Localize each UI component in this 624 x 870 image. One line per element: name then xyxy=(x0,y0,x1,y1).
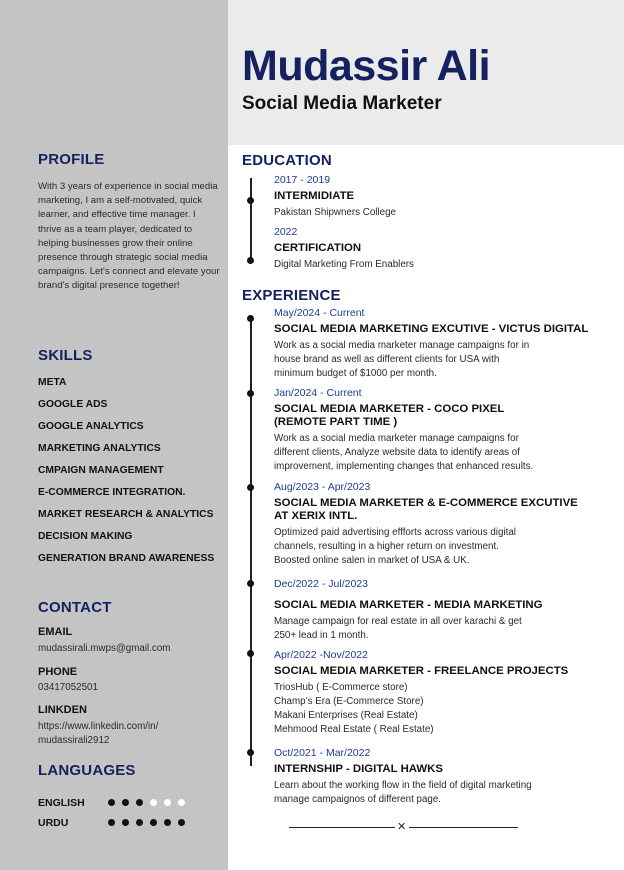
linkedin-url-line2[interactable]: mudassirali2912 xyxy=(38,735,110,746)
entry-desc xyxy=(274,526,610,568)
level-dot-filled xyxy=(108,799,115,806)
entry-date: 2022 xyxy=(274,226,298,238)
entry-title: INTERNSHIP - DIGITAL HAWKS xyxy=(274,763,443,775)
skill-item: MARKET RESEARCH & ANALYTICS xyxy=(38,509,214,520)
footer-x-icon: ✕ xyxy=(397,821,407,833)
entry-title-line: SOCIAL MEDIA MARKETER - COCO PIXEL xyxy=(274,403,505,415)
timeline-dot xyxy=(247,257,254,264)
level-dot-filled xyxy=(150,819,157,826)
entry-title: SOCIAL MEDIA MARKETER - FREELANCE PROJECTS xyxy=(274,665,569,677)
entry-title-line: SOCIAL MEDIA MARKETER & E-COMMERCE EXCUTIVE xyxy=(274,497,578,509)
entry-title: CERTIFICATION xyxy=(274,242,362,254)
entry-desc-line: improvement, implementing changes that enhanced results. xyxy=(274,461,534,472)
contact-title: CONTACT xyxy=(38,599,112,616)
entry-desc-line: manage campaignos of different page. xyxy=(274,794,442,805)
level-dot-filled xyxy=(178,819,185,826)
entry-desc-line: different clients, Analyze website data to identify areas of xyxy=(274,447,520,458)
entry-date: Dec/2022 - Jul/2023 xyxy=(274,578,368,590)
entry-date: Apr/2022 -Nov/2022 xyxy=(274,649,368,661)
timeline-dot xyxy=(247,315,254,322)
skills-title: SKILLS xyxy=(38,347,93,364)
level-dot-empty xyxy=(164,799,171,806)
entry-desc xyxy=(274,779,610,807)
level-dot-empty xyxy=(150,799,157,806)
experience-entry xyxy=(274,648,610,737)
skill-item: CMPAIGN MANAGEMENT xyxy=(38,465,164,476)
entry-title: SOCIAL MEDIA MARKETER - MEDIA MARKETING xyxy=(274,599,543,611)
skill-item: DECISION MAKING xyxy=(38,531,133,542)
entry-desc xyxy=(274,339,610,381)
phone-value[interactable]: 03417052501 xyxy=(38,682,98,693)
education-entry xyxy=(274,173,610,220)
languages-title: LANGUAGES xyxy=(38,762,136,779)
phone-label: PHONE xyxy=(38,666,78,678)
level-dot-filled xyxy=(108,819,115,826)
timeline-dot xyxy=(247,749,254,756)
language-level-dots xyxy=(108,799,185,806)
language-name: ENGLISH xyxy=(38,797,85,809)
experience-entry xyxy=(274,577,610,643)
education-timeline-line xyxy=(250,178,252,262)
level-dot-empty xyxy=(178,799,185,806)
entry-desc-line: minimum budget of $1000 per month. xyxy=(274,368,437,379)
email-label: EMAIL xyxy=(38,626,73,638)
footer-divider-right xyxy=(409,827,518,828)
entry-desc-line: Work as a social media marketer manage campaigns for in xyxy=(274,340,530,351)
education-title: EDUCATION xyxy=(242,152,332,169)
entry-title-line: (REMOTE PART TIME ) xyxy=(274,416,398,428)
resume-role: Social Media Marketer xyxy=(242,93,442,114)
language-level-dots xyxy=(108,819,185,826)
skill-item: MARKETING ANALYTICS xyxy=(38,443,161,454)
entry-desc-line: Boosted online salen in market of USA & UK. xyxy=(274,555,470,566)
entry-desc-line: TriosHub ( E-Commerce store) xyxy=(274,682,408,693)
experience-timeline-line xyxy=(250,318,252,766)
entry-desc-line: Mehmood Real Estate ( Real Estate) xyxy=(274,724,434,735)
entry-date: 2017 - 2019 xyxy=(274,174,331,186)
experience-entry xyxy=(274,746,610,807)
level-dot-filled xyxy=(122,799,129,806)
profile-text: With 3 years of experience in social media marketing, I am a self-motivated, quick learner, and effective time manager. I thrive as a team player, dedicated to helping businesses grow their online presence through strategic social media campaigns. Let's connect and elevate your brand's digital presence together! xyxy=(38,181,220,292)
entry-desc: Pakistan Shipwners College xyxy=(274,207,396,218)
skill-item: GOOGLE ADS xyxy=(38,399,108,410)
entry-desc-line: Learn about the working flow in the field of digital marketing xyxy=(274,780,532,791)
entry-desc-line: Optimized paid advertising effforts across various digital xyxy=(274,527,516,538)
entry-title: INTERMIDIATE xyxy=(274,190,355,202)
entry-desc xyxy=(274,615,610,643)
skill-item: META xyxy=(38,377,67,388)
timeline-dot xyxy=(247,197,254,204)
entry-date: May/2024 - Current xyxy=(274,307,365,319)
profile-title: PROFILE xyxy=(38,151,105,168)
entry-desc xyxy=(274,432,610,474)
level-dot-filled xyxy=(136,819,143,826)
skill-item: GENERATION BRAND AWARENESS xyxy=(38,553,215,564)
entry-desc-line: Champ’s Era (E-Commerce Store) xyxy=(274,696,424,707)
entry-desc: Digital Marketing From Enablers xyxy=(274,259,414,270)
entry-desc-line: Work as a social media marketer manage campaigns for xyxy=(274,433,519,444)
entry-desc-line: 250+ lead in 1 month. xyxy=(274,630,369,641)
experience-entry xyxy=(274,306,610,381)
experience-entry xyxy=(274,386,610,474)
entry-desc-line: Makani Enterprises (Real Estate) xyxy=(274,710,418,721)
level-dot-filled xyxy=(164,819,171,826)
entry-title xyxy=(274,497,610,523)
language-name: URDU xyxy=(38,817,69,829)
entry-date: Oct/2021 - Mar/2022 xyxy=(274,747,371,759)
resume-name: Mudassir Ali xyxy=(242,42,491,90)
experience-title: EXPERIENCE xyxy=(242,287,341,304)
entry-title xyxy=(274,403,610,429)
entry-title-line: AT XERIX INTL. xyxy=(274,510,358,522)
timeline-dot xyxy=(247,650,254,657)
skill-item: GOOGLE ANALYTICS xyxy=(38,421,144,432)
experience-entry xyxy=(274,480,610,568)
entry-date: Aug/2023 - Apr/2023 xyxy=(274,481,371,493)
entry-desc-line: house brand as well as different clients for USA with xyxy=(274,354,500,365)
entry-title: SOCIAL MEDIA MARKETING EXCUTIVE - VICTUS DIGITAL xyxy=(274,323,589,335)
entry-date: Jan/2024 - Current xyxy=(274,387,362,399)
timeline-dot xyxy=(247,484,254,491)
linkedin-url-line1[interactable]: https://www.linkedin.com/in/ xyxy=(38,721,159,732)
linkedin-label: LINKDEN xyxy=(38,704,87,716)
level-dot-filled xyxy=(122,819,129,826)
timeline-dot xyxy=(247,390,254,397)
email-value[interactable]: mudassirali.mwps@gmail.com xyxy=(38,643,171,654)
entry-desc-line: Manage campaign for real estate in all over karachi & get xyxy=(274,616,522,627)
entry-desc-line: channels, resulting in a higher return on investment. xyxy=(274,541,499,552)
skills-list xyxy=(38,377,214,575)
entry-desc xyxy=(274,681,610,737)
footer-divider-left xyxy=(289,827,395,828)
timeline-dot xyxy=(247,580,254,587)
level-dot-filled xyxy=(136,799,143,806)
education-entry xyxy=(274,225,610,272)
skill-item: E-COMMERCE INTEGRATION. xyxy=(38,487,186,498)
